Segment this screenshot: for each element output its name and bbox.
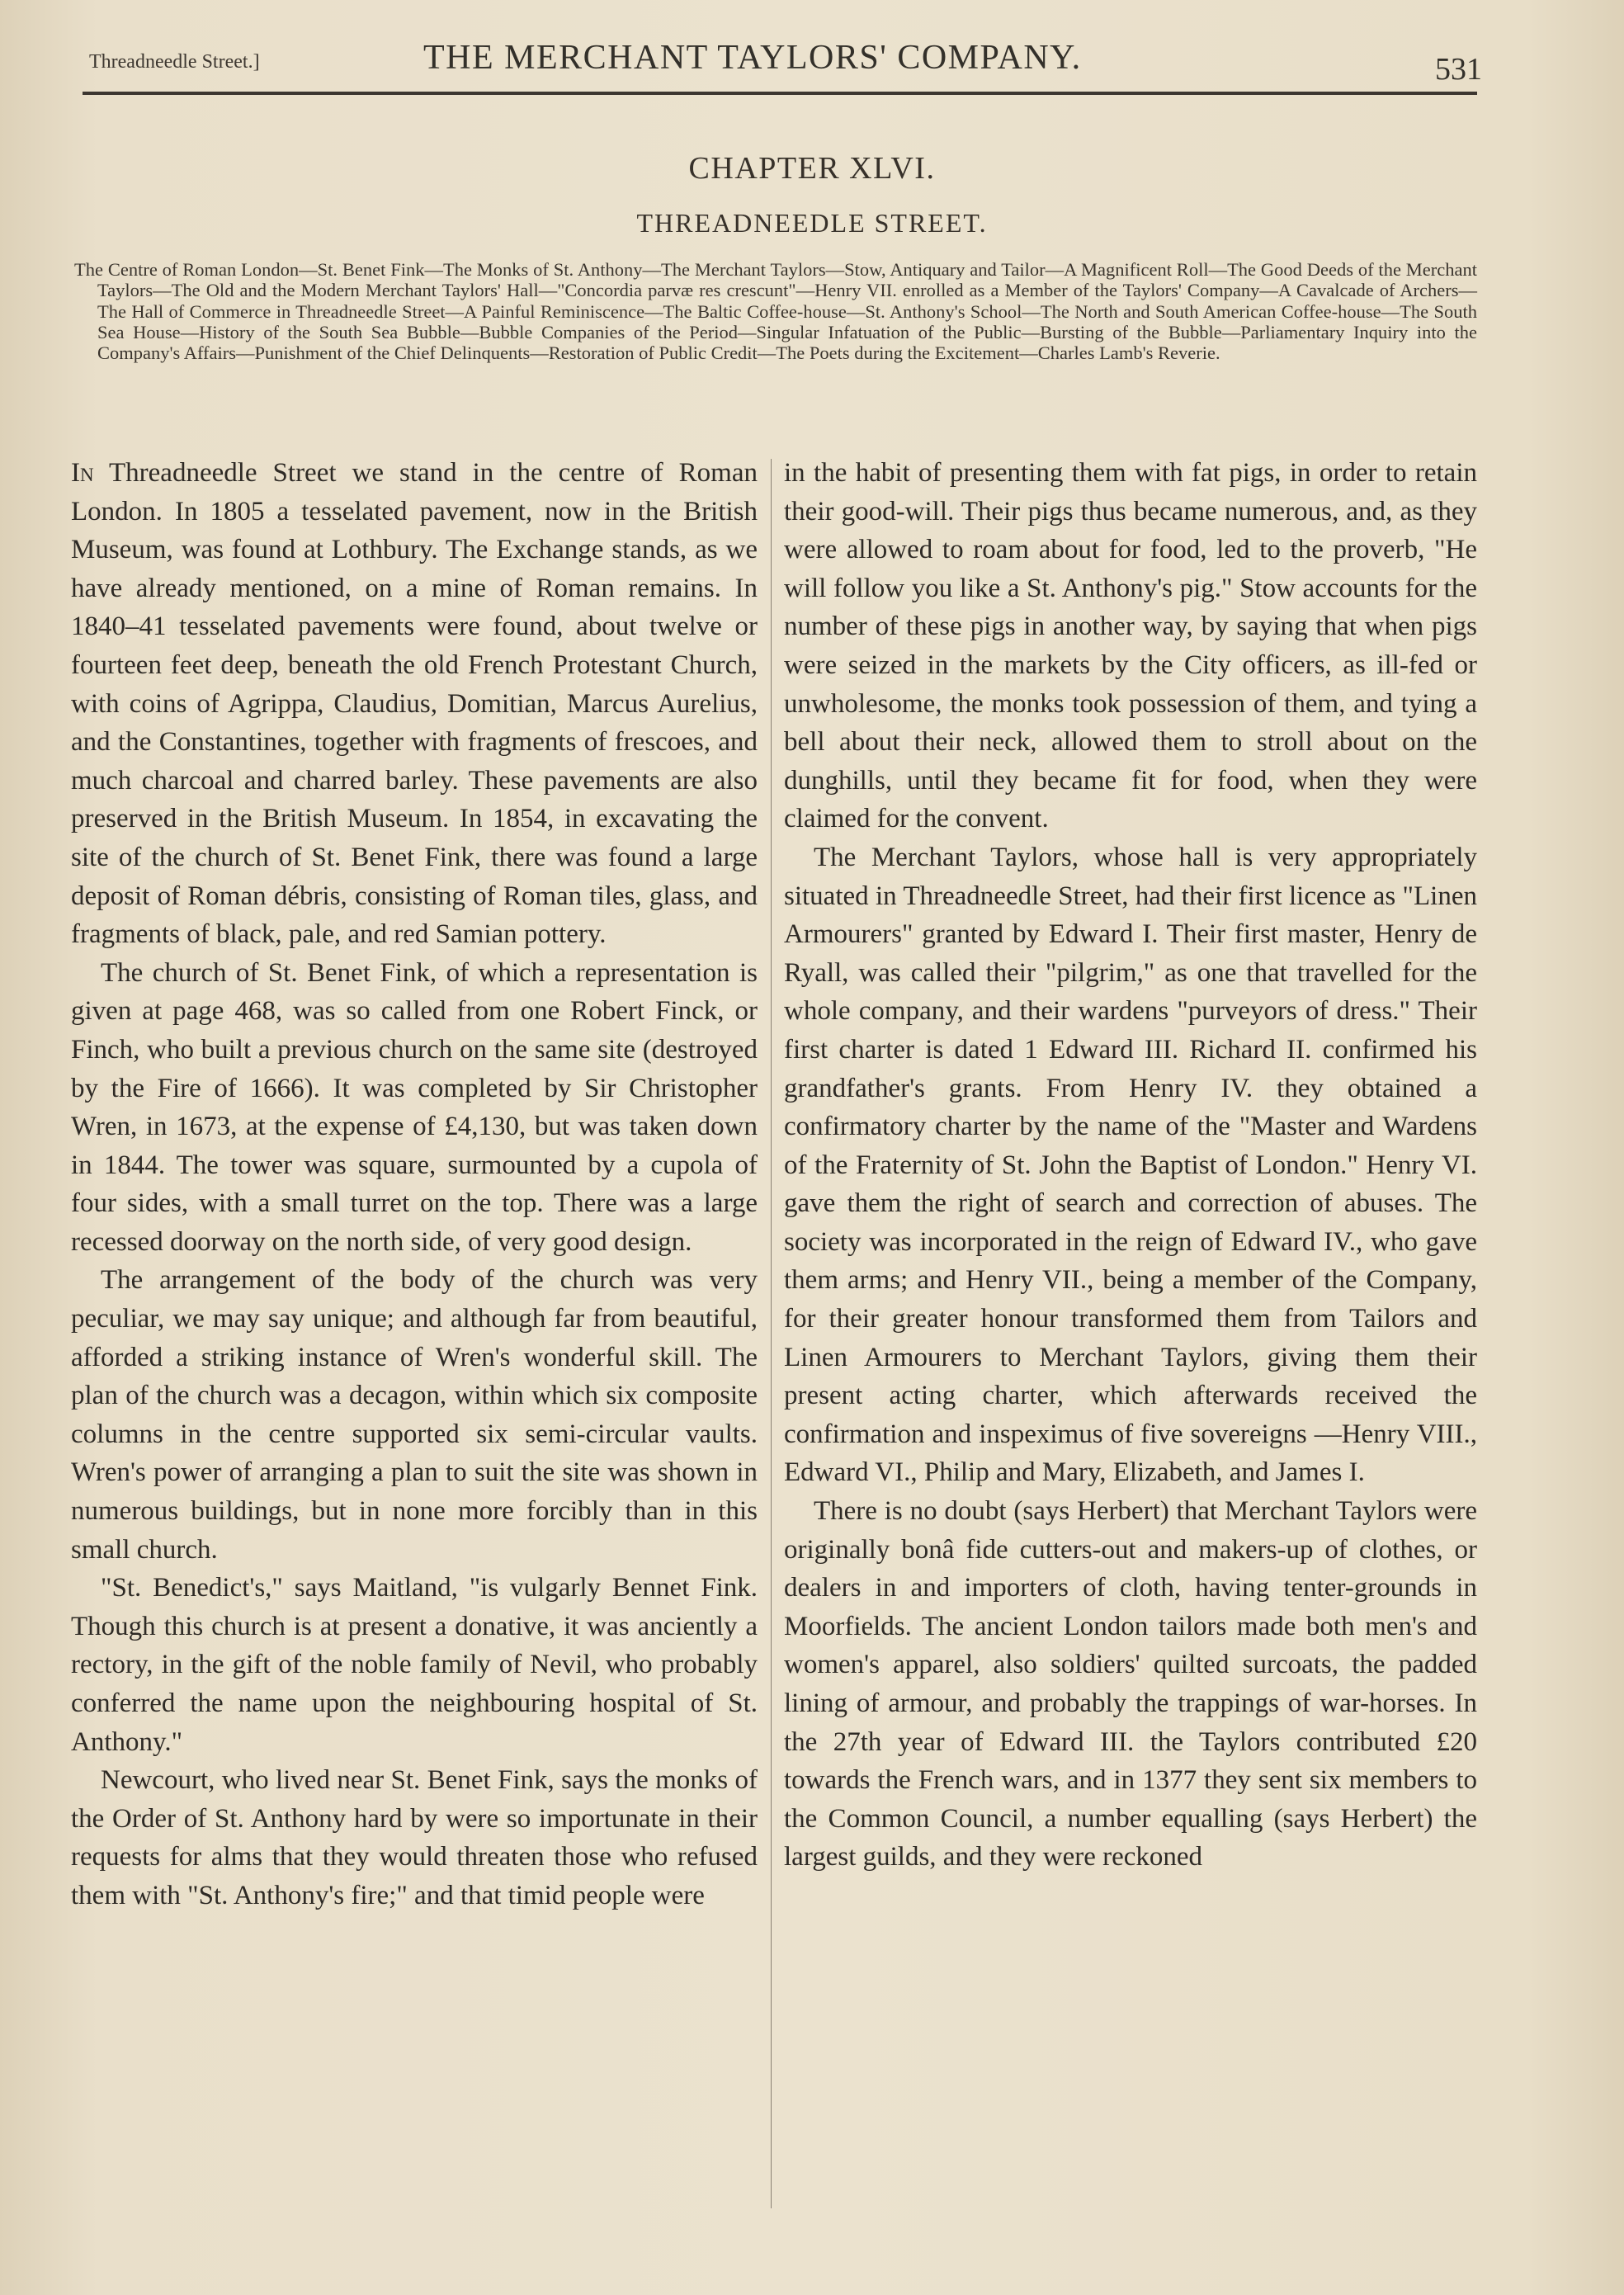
column-rule	[771, 459, 772, 2208]
chapter-synopsis: The Centre of Roman London—St. Benet Fink—The Monks of St. Anthony—The Merchant Taylors—Stow, Antiquary and Tailor—A Magnificent Roll—The Good Deeds of the Merchant Taylors—The Old and the Modern Merchant Taylors' Hall—"Concordia parvæ res crescunt"—Henry VII. enrolled as a Member of the Taylors' Company—A Cavalcade of Archers—The Hall of Commerce in Threadneedle Street—A Painful Reminiscence—The Baltic Coffee-house—St. Anthony's School—The North and South American Coffee-house—The South Sea House—History of the South Sea Bubble—Bubble Companies of the Period—Singular Infatuation of the Public—Bursting of the Bubble—Parliamentary Inquiry into the Company's Affairs—Punishment of the Chief Delinquents—Restoration of Public Credit—The Poets during the Excitement—Charles Lamb's Reverie.	[74, 259, 1477, 364]
paragraph: There is no doubt (says Herbert) that Merchant Taylors were originally bonâ fide cutters-out and makers-up of clothes, or dealers in and importers of cloth, having tenter-grounds in Moorfields. The ancient London tailors made both men's and women's apparel, also soldiers' quilted surcoats, the padded lining of armour, and probably the trappings of war-horses. In the 27th year of Edward III. the Taylors contributed £20 towards the French wars, and in 1377 they sent six members to the Common Council, a number equalling (says Herbert) the largest guilds, and they were reckoned	[784, 1496, 1477, 1872]
drop-lead: In	[71, 458, 94, 488]
running-head-section: Threadneedle Street.]	[89, 51, 260, 73]
chapter-title: THREADNEEDLE STREET.	[636, 208, 988, 238]
paragraph	[71, 454, 758, 954]
right-column	[784, 454, 1477, 2269]
paragraph-text: Threadneedle Street we stand in the centre of Roman London. In 1805 a tesselated pavement, now in the British Museum, was found at Lothbury. The Exchange stands, as we have already mentioned, on a mine of Roman remains. In 1840–41 tesselated pavements were found, about twelve or fourteen feet deep, beneath the old French Protestant Church, with coins of Agrippa, Claudius, Domitian, Marcus Aurelius, and the Constantines, together with fragments of frescoes, and much charcoal and charred barley. These pavements are also preserved in the British Museum. In 1854, in excavating the site of the church of St. Benet Fink, there was found a large deposit of Roman débris, consisting of Roman tiles, glass, and fragments of black, pale, and red Samian pottery.	[71, 458, 758, 950]
running-head	[89, 31, 1482, 89]
paragraph: in the habit of presenting them with fat pigs, in order to retain their good-will. Their pigs thus became numerous, and, as they were allowed to roam about for food, led to the proverb, "He will follow you like a St. Anthony's pig." Stow accounts for the number of these pigs in another way, by saying that when pigs were seized in the markets by the City officers, as ill-fed or unwholesome, the monks took possession of them, and tying a bell about their neck, allowed them to stroll about on the dunghills, until they became fit for food, when they were claimed for the convent.	[784, 458, 1477, 834]
paragraph: Newcourt, who lived near St. Benet Fink, says the monks of the Order of St. Anthony hard by were so importunate in their requests for alms that they would threaten those who refused them with "St. Anthony's fire;" and that timid people were	[71, 1765, 758, 1910]
running-head-title: THE MERCHANT TAYLORS' COMPANY.	[423, 39, 1082, 77]
paragraph: The arrangement of the body of the church was very peculiar, we may say unique; and although far from beautiful, afforded a striking instance of Wren's wonderful skill. The plan of the church was a decagon, within which six composite columns in the centre supported six semi-circular vaults. Wren's power of arranging a plan to suit the site was shown in numerous buildings, but in none more forcibly than in this small church.	[71, 1265, 758, 1565]
paragraph: "St. Benedict's," says Maitland, "is vulgarly Bennet Fink. Though this church is at present a donative, it was anciently a rectory, in the gift of the noble family of Nevil, who probably conferred the name upon the neighbouring hospital of St. Anthony."	[71, 1573, 758, 1757]
page-number: 531	[1435, 52, 1482, 87]
paragraph: The church of St. Benet Fink, of which a representation is given at page 468, was so called from one Robert Finck, or Finch, who built a previous church on the same site (destroyed by the Fire of 1666). It was completed by Sir Christopher Wren, in 1673, at the expense of £4,130, but was taken down in 1844. The tower was square, surmounted by a cupola of four sides, with a small turret on the top. There was a large recessed doorway on the north side, of very good design.	[71, 957, 758, 1257]
chapter-number: CHAPTER XLVI.	[688, 151, 936, 186]
header-rule	[83, 92, 1477, 95]
paragraph: The Merchant Taylors, whose hall is very appropriately situated in Threadneedle Street, had their first licence as "Linen Armourers" granted by Edward I. Their first master, Henry de Ryall, was called their "pilgrim," as one that travelled for the whole company, and their wardens "purveyors of dress." Their first charter is dated 1 Edward III. Richard II. confirmed his grandfather's grants. From Henry IV. they obtained a confirmatory charter by the name of the "Master and Wardens of the Fraternity of St. John the Baptist of London." Henry VI. gave them the right of search and correction of abuses. The society was incorporated in the reign of Edward IV., who gave them arms; and Henry VII., being a member of the Company, for their greater honour transformed them from Tailors and Linen Armourers to Merchant Taylors, giving them their present acting charter, which afterwards received the confirmation and inspeximus of five sovereigns —Henry VIII., Edward VI., Philip and Mary, Elizabeth, and James I.	[784, 842, 1477, 1488]
left-column	[71, 454, 758, 2269]
